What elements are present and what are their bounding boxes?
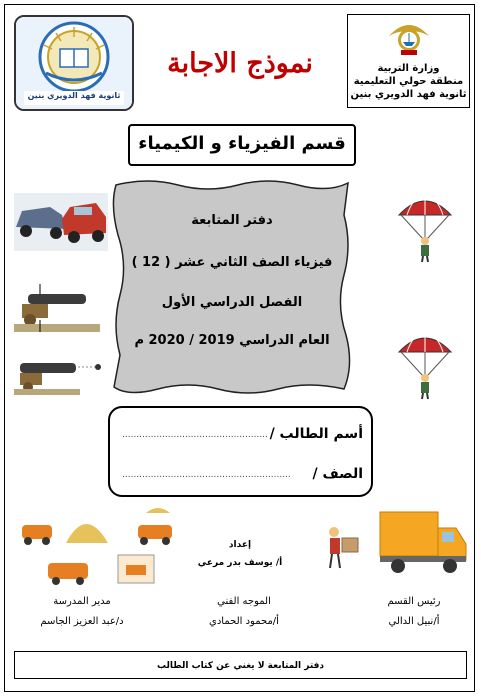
district-name: منطقة حولي التعليمية xyxy=(353,76,464,87)
signature-principal-name: د/عبد العزيز الجاسم xyxy=(40,616,124,627)
student-name-label: أسم الطالب / xyxy=(269,426,363,442)
student-class-field[interactable]: ........................................................... xyxy=(122,470,291,480)
ministry-header xyxy=(347,14,470,108)
page-title: نموذج الاجابة xyxy=(167,48,313,79)
prepared-by-label: إعداد xyxy=(228,540,252,550)
school-logo-caption: ثانوية فهد الدويري بنين xyxy=(27,91,121,100)
signature-supervisor-role: الموجه الفني xyxy=(217,596,271,607)
notebook-year: العام الدراسي 2019 / 2020 م xyxy=(134,333,330,348)
car-crash-image xyxy=(14,193,108,251)
school-logo xyxy=(14,15,134,111)
cannon-forces-image xyxy=(14,280,100,332)
notebook-semester: الفصل الدراسي الأول xyxy=(161,295,303,310)
signature-dept-head-name: أ/نبيل الدالي xyxy=(388,616,440,627)
delivery-truck-image xyxy=(322,508,468,578)
student-info-box xyxy=(108,406,373,497)
notebook-info-panel xyxy=(108,175,356,397)
signature-dept-head-role: رئيس القسم xyxy=(387,596,441,607)
student-class-label: الصف / xyxy=(312,466,363,482)
cannon-firing-image xyxy=(14,355,104,395)
signature-principal-role: مدير المدرسة xyxy=(53,596,111,607)
footer-note: دفتر المتابعة لا يغني عن كتاب الطالب xyxy=(14,651,467,679)
school-name: ثانوية فهد الدويري بنين xyxy=(350,89,467,100)
notebook-panel-shape xyxy=(108,175,356,397)
prepared-by-name: أ/ يوسف بدر مرعي xyxy=(197,558,283,568)
student-name-field[interactable]: ................................................... xyxy=(122,430,268,440)
signature-supervisor-name: أ/محمود الحمادي xyxy=(209,616,279,627)
notebook-title: دفتر المتابعة xyxy=(191,213,273,228)
parachute-icon xyxy=(397,330,453,400)
kuwait-emblem-icon xyxy=(384,18,434,58)
car-hay-collage-image xyxy=(18,505,186,587)
parachute-icon xyxy=(397,193,453,263)
ministry-name: وزارة التربية xyxy=(377,63,440,74)
notebook-subject: فيزياء الصف الثاني عشر ( 12 ) xyxy=(131,255,333,270)
department-label: قسم الفيزياء و الكيمياء xyxy=(128,124,356,166)
